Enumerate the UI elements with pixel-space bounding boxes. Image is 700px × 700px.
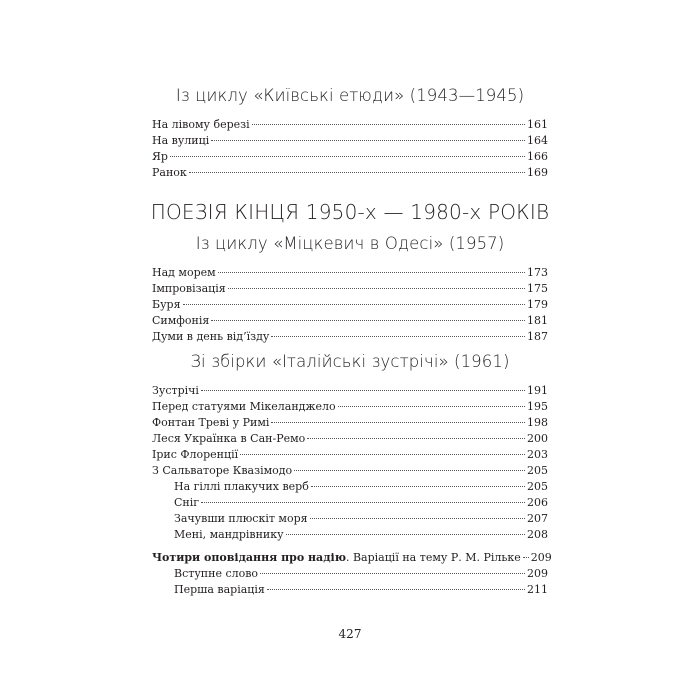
dot-leader <box>271 336 525 337</box>
dot-leader <box>523 557 529 558</box>
dot-leader <box>218 272 525 273</box>
toc-list-italian-meetings <box>152 383 548 543</box>
page-ref: 195 <box>527 400 548 413</box>
page-ref: 209 <box>527 567 548 580</box>
toc-entry[interactable]: Перед статуями Мікеланджело 195 <box>152 400 548 413</box>
page-ref: 161 <box>527 118 548 131</box>
page-number: 427 <box>338 627 362 641</box>
dot-leader <box>286 534 525 535</box>
toc-entry[interactable]: Імпровізація 175 <box>152 282 548 295</box>
page-ref: 207 <box>527 512 548 525</box>
toc-entry[interactable]: Ранок 169 <box>152 166 548 179</box>
toc-sub-entry[interactable]: Сніг 206 <box>174 496 548 509</box>
dot-leader <box>260 573 525 574</box>
page-ref: 203 <box>527 448 548 461</box>
page-ref: 181 <box>527 314 548 327</box>
toc-sub-entry[interactable]: Вступне слово 209 <box>174 567 548 580</box>
page-ref: 164 <box>527 134 548 147</box>
toc-entry[interactable]: Зустрічі 191 <box>152 384 548 397</box>
toc-entry[interactable]: Леся Українка в Сан-Ремо 200 <box>152 432 548 445</box>
dot-leader <box>183 304 525 305</box>
page-ref: 205 <box>527 464 548 477</box>
toc-entry[interactable]: З Сальваторе Квазімодо 205 <box>152 464 548 477</box>
toc-entry-four-stories[interactable] <box>152 550 552 566</box>
section-heading-italian-meetings: Зі збірки «Італійські зустрічі» (1961) <box>190 352 510 371</box>
part-title: ПОЕЗІЯ КІНЦЯ 1950-х — 1980-х РОКІВ <box>150 200 550 224</box>
dot-leader <box>252 124 525 125</box>
toc-entry[interactable]: Яр 166 <box>152 150 548 163</box>
section-heading-kyiv-etudes: Із циклу «Київські етюди» (1943—1945) <box>175 86 525 105</box>
dot-leader <box>294 470 525 471</box>
page-ref: 191 <box>527 384 548 397</box>
toc-sub-entry[interactable]: Зачувши плюскіт моря 207 <box>174 512 548 525</box>
page-ref: 206 <box>527 496 548 509</box>
toc-list-mickiewicz <box>152 265 548 345</box>
toc-sub-entry[interactable]: Мені, мандрівнику 208 <box>174 528 548 541</box>
dot-leader <box>240 454 525 455</box>
page-ref: 205 <box>527 480 548 493</box>
dot-leader <box>201 502 525 503</box>
toc-entry[interactable]: Фонтан Треві у Римі 198 <box>152 416 548 429</box>
page-ref: 208 <box>527 528 548 541</box>
page-ref: 175 <box>527 282 548 295</box>
entry-title-bold: Чотири оповідання про надію <box>152 551 346 564</box>
dot-leader <box>310 518 525 519</box>
toc-entry[interactable]: Думи в день від’їзду 187 <box>152 330 548 343</box>
page-ref: 173 <box>527 266 548 279</box>
dot-leader <box>211 320 525 321</box>
toc-sub-entry[interactable]: Перша варіація 211 <box>174 583 548 596</box>
dot-leader <box>170 156 525 157</box>
toc-entry[interactable]: На лівому березі 161 <box>152 118 548 131</box>
dot-leader <box>267 589 525 590</box>
dot-leader <box>211 140 525 141</box>
toc-sub-entry[interactable]: На гіллі плакучих верб 205 <box>174 480 548 493</box>
toc-entry[interactable]: Симфонія 181 <box>152 314 548 327</box>
section-heading-mickiewicz: Із циклу «Міцкевич в Одесі» (1957) <box>195 234 505 253</box>
dot-leader <box>201 390 525 391</box>
dot-leader <box>271 422 525 423</box>
dot-leader <box>338 406 525 407</box>
page-ref: 187 <box>527 330 548 343</box>
page-ref: 211 <box>527 583 548 596</box>
page-ref: 200 <box>527 432 548 445</box>
toc-list-kyiv-etudes <box>152 117 548 181</box>
toc-entry[interactable]: Буря 179 <box>152 298 548 311</box>
dot-leader <box>228 288 525 289</box>
entry-title-rest: . Варіації на тему Р. М. Рільке <box>345 551 521 564</box>
toc-entry[interactable]: Ірис Флоренції 203 <box>152 448 548 461</box>
dot-leader <box>189 172 525 173</box>
page-ref: 198 <box>527 416 548 429</box>
page-ref: 169 <box>527 166 548 179</box>
page-ref: 179 <box>527 298 548 311</box>
dot-leader <box>311 486 525 487</box>
page-ref: 166 <box>527 150 548 163</box>
toc-entry[interactable]: Над морем 173 <box>152 266 548 279</box>
toc-entry[interactable]: На вулиці 164 <box>152 134 548 147</box>
toc-list-four-stories <box>152 550 552 598</box>
page-ref: 209 <box>530 551 552 564</box>
dot-leader <box>307 438 525 439</box>
